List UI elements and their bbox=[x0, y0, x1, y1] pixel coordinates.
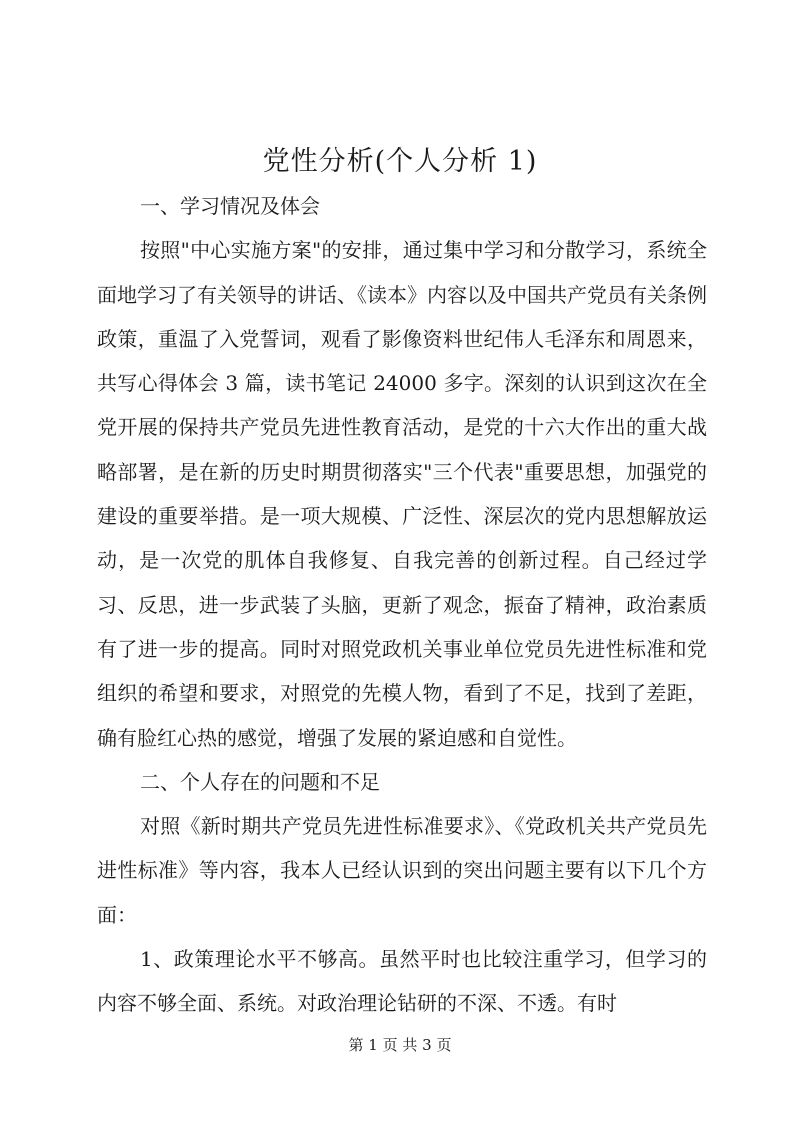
paragraph-policy-theory: 1、政策理论水平不够高。虽然平时也比较注重学习，但学习的内容不够全面、系统。对政治理论钻研的不深、不透。有时 bbox=[97, 947, 707, 1016]
document-body bbox=[97, 184, 707, 1026]
paragraph-study-experience: 按照"中心实施方案"的安排，通过集中学习和分散学习，系统全面地学习了有关领导的讲话、《读本》内容以及中国共产党员有关条例政策，重温了入党誓词，观看了影像资料世纪伟人毛泽东和周恩来，共写心得体会 3 篇，读书笔记 24000 多字。深刻的认识到这次在全党开展的保持共产党员先进性教育活动，是党的十六大作出的重大战略部署，是在新的历史时期贯彻落实"三个代表"重要思想，加强党的建设的重要举措。是一项大规模、广泛性、深层次的党内思想解放运动，是一次党的肌体自我修复、自我完善的创新过程。自己经过学习、反思，进一步武装了头脑，更新了观念，振奋了精神，政治素质有了进一步的提高。同时对照党政机关事业单位党员先进性标准和党组织的希望和要求，对照党的先模人物，看到了不足，找到了差距，确有脸红心热的感觉，增强了发展的紧迫感和自觉性。 bbox=[97, 238, 707, 750]
document-title: 党性分析(个人分析 1) bbox=[262, 146, 538, 177]
page-footer: 第 1 页 共 3 页 bbox=[348, 1036, 452, 1054]
section-heading-study: 一、学习情况及体会 bbox=[140, 194, 320, 218]
section-heading-problems: 二、个人存在的问题和不足 bbox=[140, 769, 380, 794]
paragraph-problems-intro: 对照《新时期共产党员先进性标准要求》、《党政机关共产党员先进性标准》等内容，我本人已经认识到的突出问题主要有以下几个方面： bbox=[97, 814, 707, 927]
